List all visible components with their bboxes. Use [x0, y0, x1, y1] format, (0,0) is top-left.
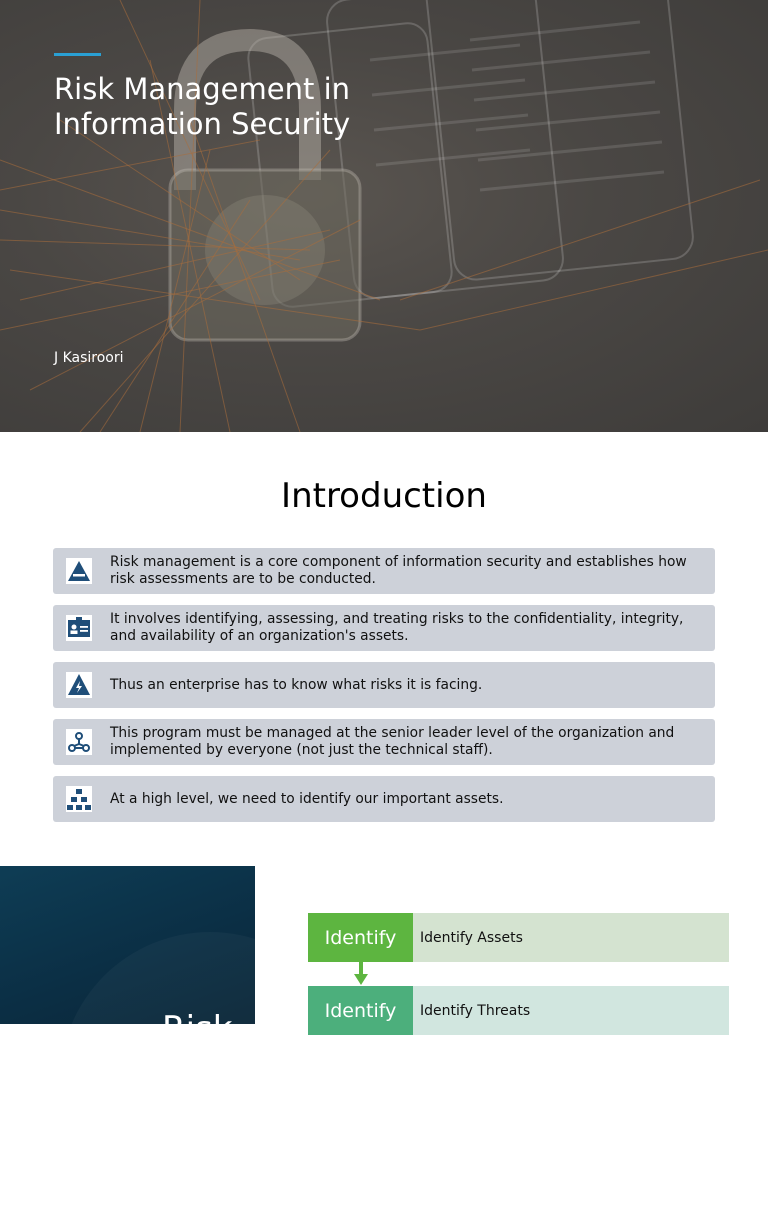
- high-voltage-icon: [66, 672, 92, 698]
- bullet-item: [53, 605, 715, 651]
- bullet-text: It involves identifying, assessing, and treating risks to the confidentiality, integrity, and availability of an organization's assets.: [110, 611, 684, 644]
- bullet-item: [53, 662, 715, 708]
- process-step: [308, 913, 729, 962]
- decorative-arc: [60, 932, 360, 1232]
- bullet-text: This program must be managed at the senior leader level of the organization and implemented by everyone (not just the technical staff).: [110, 725, 675, 758]
- network-nodes-icon: [66, 729, 92, 755]
- step-description: Identify Threats: [413, 986, 729, 1035]
- bullet-item: [53, 719, 715, 765]
- step-label: Identify: [308, 986, 413, 1035]
- bullet-item: [53, 776, 715, 822]
- padlock-background-image: [0, 0, 768, 432]
- slide-title: Risk Management in Information Security: [54, 72, 351, 141]
- warning-triangle-icon: [66, 558, 92, 584]
- risk-process-slide: [0, 866, 768, 1049]
- risk-panel-title: Risk: [162, 1009, 233, 1049]
- risk-title-panel: [0, 866, 255, 1049]
- author-name: J Kasiroori: [54, 350, 124, 366]
- hierarchy-icon: [66, 786, 92, 812]
- bullet-item: [53, 548, 715, 594]
- down-arrow-icon: [354, 962, 368, 986]
- bullet-text: Risk management is a core component of information security and establishes how risk assessments are to be conducted.: [110, 554, 687, 587]
- title-slide: [0, 0, 768, 432]
- step-label: Identify: [308, 913, 413, 962]
- bullet-text: At a high level, we need to identify our important assets.: [110, 790, 504, 807]
- introduction-slide: [0, 432, 768, 866]
- bullet-text: Thus an enterprise has to know what risks it is facing.: [110, 676, 483, 693]
- process-step: [308, 986, 729, 1035]
- introduction-heading: Introduction: [281, 476, 487, 516]
- title-accent-bar: [54, 53, 101, 56]
- id-card-icon: [66, 615, 92, 641]
- step-description: Identify Assets: [413, 913, 729, 962]
